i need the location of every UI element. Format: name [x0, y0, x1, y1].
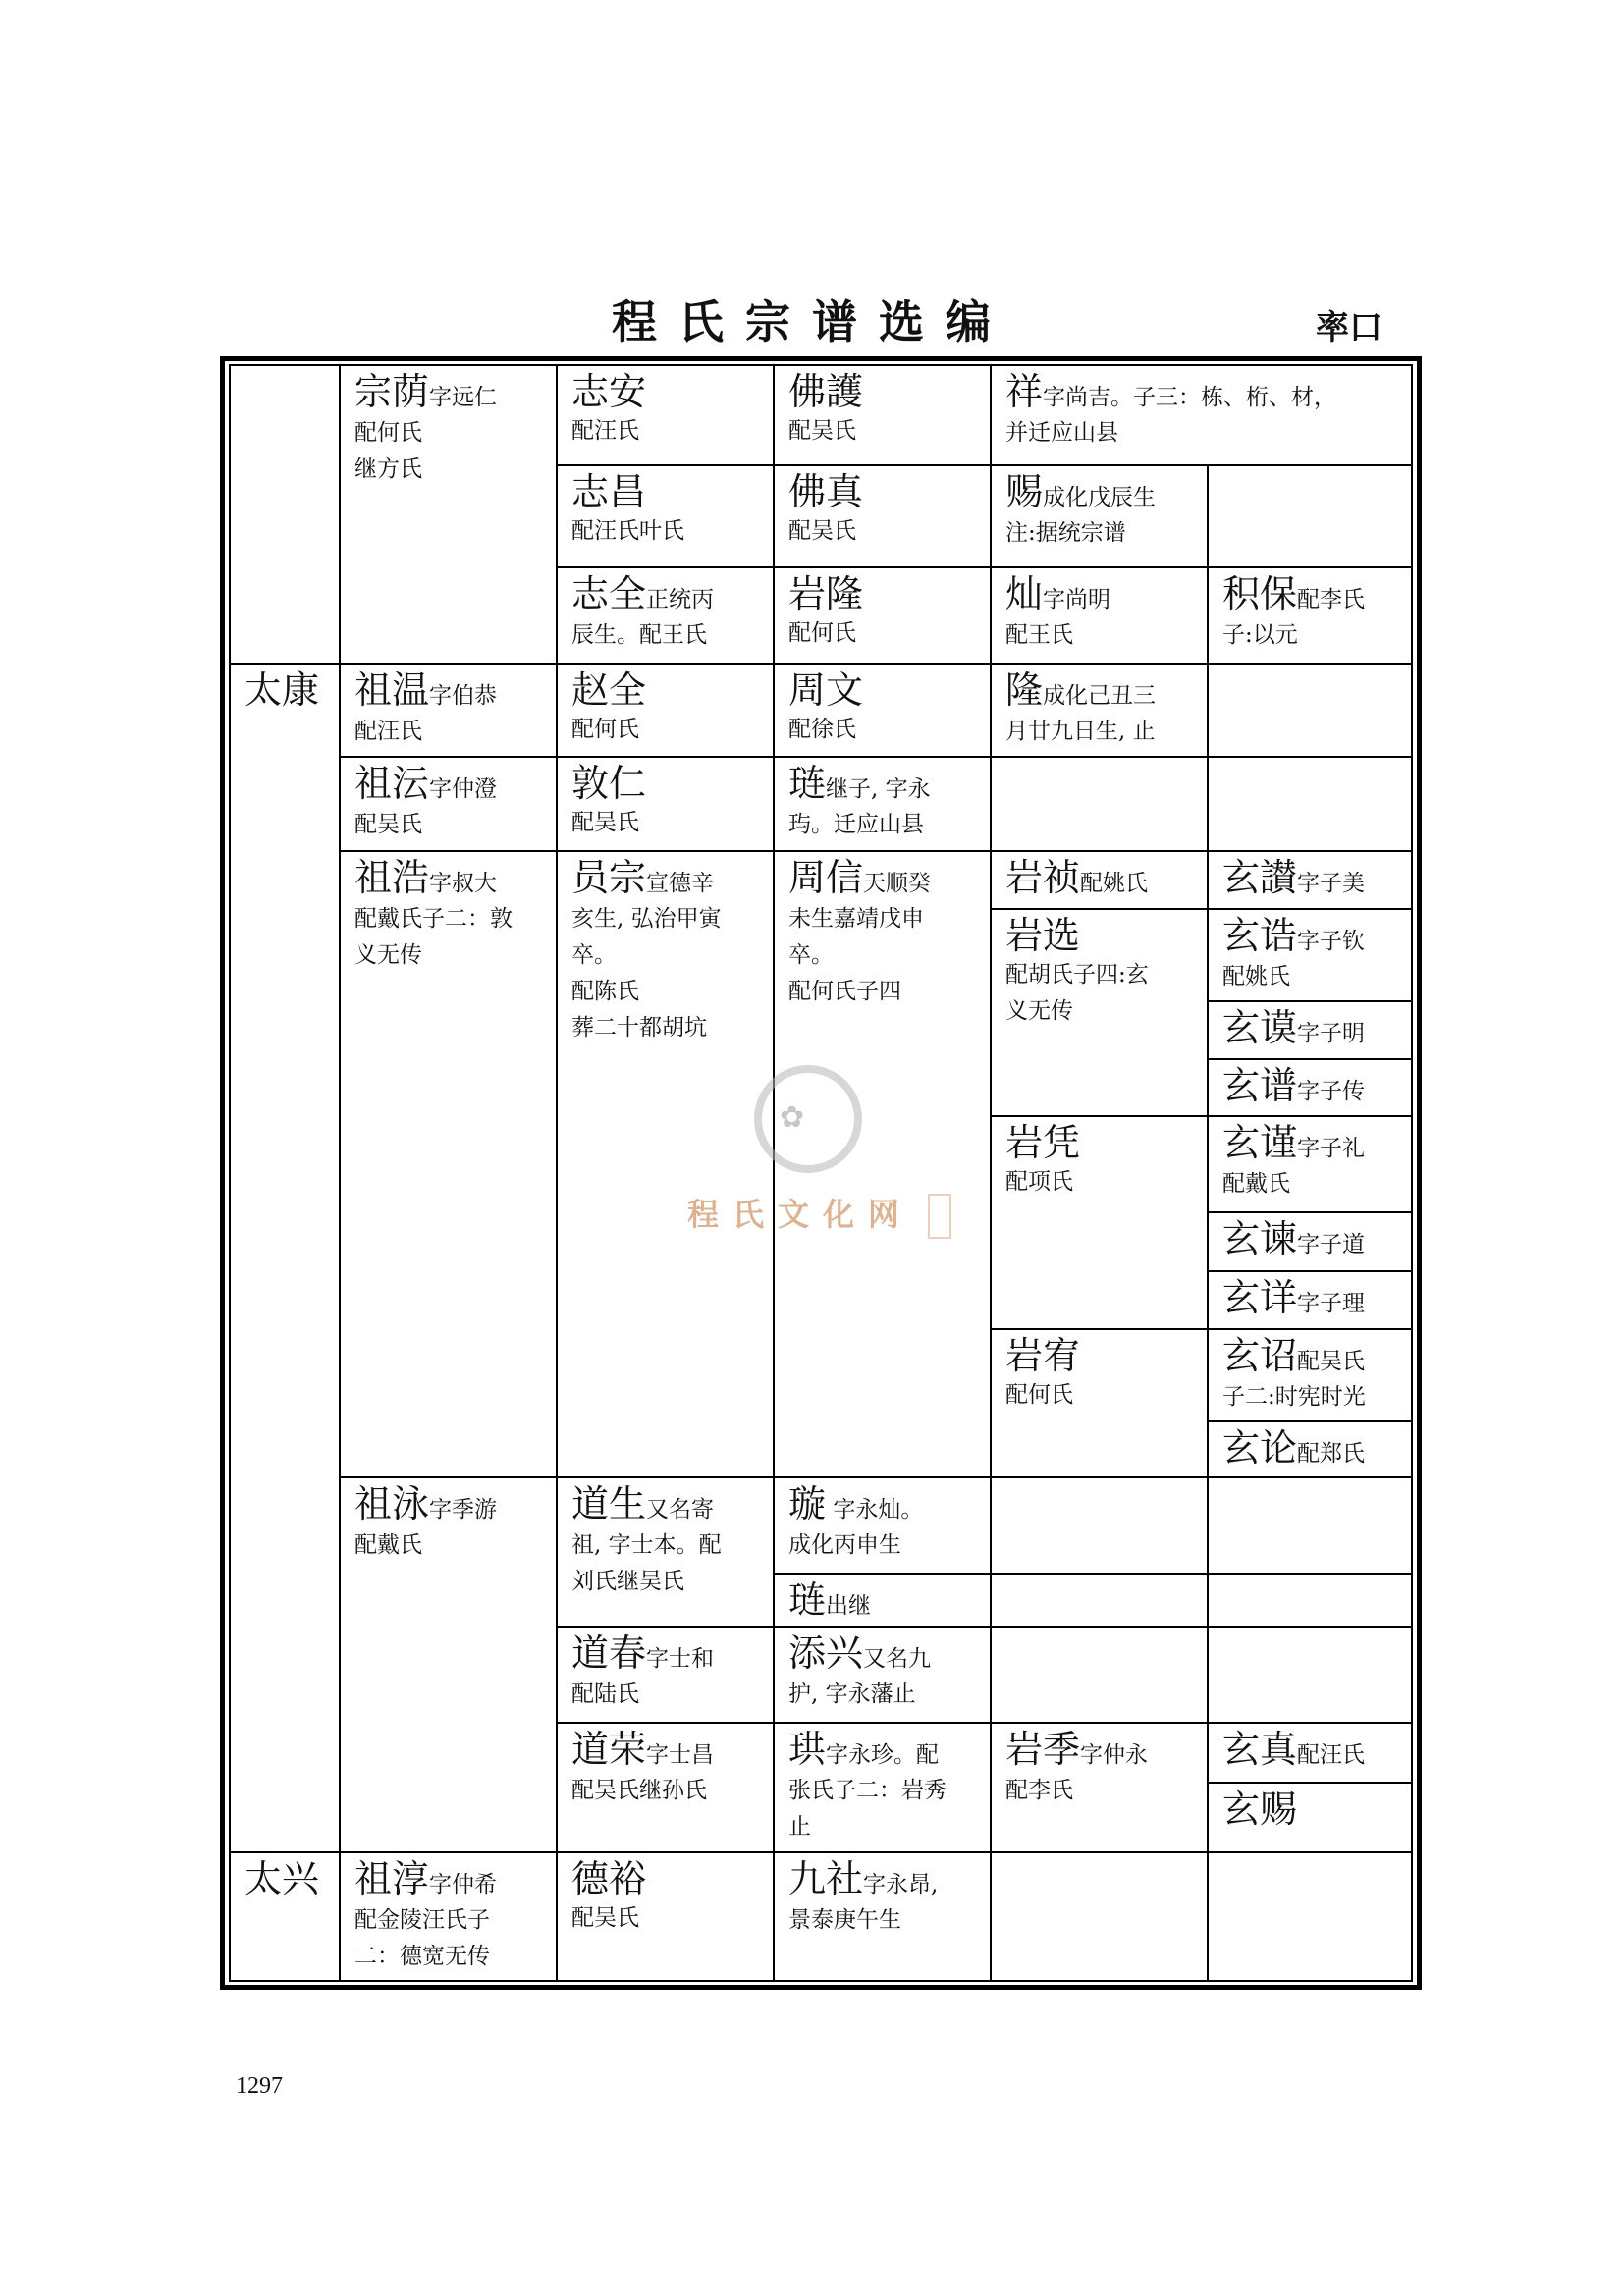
person-detail: 配汪氏 — [571, 418, 639, 444]
person-cell — [990, 364, 1413, 466]
person-name: 灿 — [1005, 572, 1044, 615]
generation-label: 太康 — [244, 668, 320, 712]
person-detail: 配金陵汪氏子 — [354, 1907, 490, 1933]
person-cell — [1207, 1211, 1413, 1272]
person-note: 字永珍。配 — [826, 1742, 940, 1768]
person-detail: 护, 字永藩止 — [788, 1682, 916, 1707]
person-name: 玄讃 — [1222, 856, 1298, 899]
person-cell — [773, 1476, 992, 1575]
watermark-seal: ✿ — [754, 1065, 862, 1173]
person-name: 周文 — [788, 668, 864, 712]
person-detail: 配王氏 — [1005, 622, 1073, 648]
person-note: 配吴氏 — [1297, 1349, 1366, 1374]
person-detail: 配吴氏 — [354, 812, 422, 837]
person-note: 配郑氏 — [1297, 1441, 1366, 1467]
person-name: 隆 — [1005, 668, 1044, 712]
person-name: 玄谏 — [1222, 1217, 1298, 1260]
empty-cell — [1207, 1476, 1413, 1575]
person-note: 字永灿。 — [826, 1497, 924, 1522]
person-cell — [990, 1328, 1209, 1478]
person-detail: 二：德宽无传 — [354, 1944, 490, 1969]
person-detail: 未生嘉靖戊申 — [788, 906, 924, 932]
person-cell — [1207, 1420, 1413, 1478]
person-note: 宣德辛 — [646, 871, 715, 896]
person-detail: 卒。 — [788, 942, 834, 968]
person-note: 又名九 — [863, 1646, 932, 1672]
person-detail: 配陈氏 — [571, 979, 639, 1004]
person-cell — [1207, 1000, 1413, 1060]
person-name: 德裕 — [571, 1857, 647, 1900]
person-name: 祖沄 — [354, 762, 430, 805]
generation-cell — [229, 364, 341, 665]
person-cell — [339, 1476, 558, 1853]
person-note: 继子, 字永 — [826, 776, 931, 802]
person-note: 配汪氏 — [1297, 1742, 1366, 1768]
person-name: 添兴 — [788, 1631, 864, 1675]
person-name: 佛護 — [788, 370, 864, 413]
generation-label: 太兴 — [244, 1857, 320, 1900]
person-cell — [773, 364, 992, 466]
person-cell — [773, 566, 992, 665]
person-cell — [773, 1722, 992, 1853]
person-cell — [1207, 1328, 1413, 1422]
empty-cell — [1207, 1626, 1413, 1724]
person-name: 玄论 — [1222, 1426, 1298, 1469]
person-note: 字仲永 — [1080, 1742, 1149, 1768]
person-note: 字仲希 — [429, 1872, 498, 1897]
person-name: 玄谨 — [1222, 1121, 1298, 1164]
person-cell — [1207, 566, 1413, 665]
person-detail: 葬二十都胡坑 — [571, 1015, 707, 1041]
person-detail: 配吴氏 — [788, 418, 856, 444]
person-detail: 辰生。配王氏 — [571, 622, 707, 648]
person-cell — [773, 756, 992, 852]
person-name: 玄谱 — [1222, 1064, 1298, 1107]
person-name: 敦仁 — [571, 762, 647, 805]
person-name: 玄详 — [1222, 1276, 1298, 1319]
person-detail: 子二:时宪时光 — [1222, 1384, 1366, 1410]
person-cell — [1207, 908, 1413, 1002]
person-detail: 配戴氏子二：敦 — [354, 906, 513, 932]
person-name: 岩季 — [1005, 1728, 1081, 1771]
person-note: 又名寄 — [646, 1497, 715, 1522]
person-detail: 配汪氏叶氏 — [571, 518, 684, 544]
person-note: 配李氏 — [1297, 587, 1366, 613]
person-cell — [556, 464, 775, 568]
person-name: 岩选 — [1005, 914, 1081, 957]
person-detail: 继方氏 — [354, 456, 422, 482]
person-detail: 并迁应山县 — [1005, 420, 1118, 446]
person-name: 周信 — [788, 856, 864, 899]
person-name: 志昌 — [571, 470, 647, 513]
person-name: 道生 — [571, 1482, 647, 1525]
person-detail: 配李氏 — [1005, 1778, 1073, 1803]
empty-cell — [990, 1626, 1209, 1724]
branch-tag: 率口 — [1316, 308, 1382, 347]
person-detail: 配项氏 — [1005, 1169, 1073, 1195]
person-cell — [990, 908, 1209, 1117]
person-name: 宗荫 — [354, 370, 430, 413]
person-note: 字仲澄 — [429, 776, 498, 802]
empty-cell — [990, 1476, 1209, 1575]
person-cell — [773, 1573, 992, 1628]
person-name: 赵全 — [571, 668, 647, 712]
person-detail: 祖, 字士本。配 — [571, 1532, 722, 1558]
person-name: 玄真 — [1222, 1728, 1298, 1771]
person-cell — [556, 1851, 775, 1982]
person-name: 玄诰 — [1222, 914, 1298, 957]
person-cell — [339, 850, 558, 1478]
person-cell — [556, 566, 775, 665]
person-detail: 配吴氏继孙氏 — [571, 1778, 707, 1803]
person-name: 岩隆 — [788, 572, 864, 615]
person-note: 出继 — [826, 1593, 872, 1619]
person-cell — [1207, 1058, 1413, 1117]
person-cell — [1207, 1782, 1413, 1853]
person-name: 祖淳 — [354, 1857, 430, 1900]
person-detail: 配吴氏 — [788, 518, 856, 544]
person-detail: 卒。 — [571, 942, 617, 968]
person-name: 玄谟 — [1222, 1006, 1298, 1049]
person-detail: 配何氏 — [354, 420, 422, 446]
person-detail: 成化丙申生 — [788, 1532, 901, 1558]
person-note: 字子理 — [1297, 1291, 1366, 1316]
person-detail: 配戴氏 — [354, 1532, 422, 1558]
person-name: 积保 — [1222, 572, 1298, 615]
page-number: 1297 — [236, 2073, 283, 2099]
person-detail: 月廿九日生, 止 — [1005, 719, 1156, 744]
person-cell — [556, 1476, 775, 1628]
person-note: 正统丙 — [646, 587, 715, 613]
person-name: 赐 — [1005, 470, 1044, 513]
person-note: 成化己丑三 — [1043, 683, 1157, 709]
person-detail: 配何氏 — [571, 717, 639, 742]
empty-cell — [990, 756, 1209, 852]
page-title: 程氏宗谱选编 — [612, 295, 1012, 348]
person-cell — [556, 850, 775, 1478]
person-name: 珙 — [788, 1728, 827, 1771]
empty-cell — [1207, 1573, 1413, 1628]
person-cell — [990, 663, 1209, 758]
person-cell — [556, 1626, 775, 1724]
person-name: 岩祯 — [1005, 856, 1081, 899]
person-note: 字子钦 — [1297, 929, 1366, 954]
empty-cell — [1207, 1851, 1413, 1982]
person-cell — [990, 464, 1209, 568]
person-detail: 配戴氏 — [1222, 1171, 1290, 1197]
person-detail: 景泰庚午生 — [788, 1907, 901, 1933]
empty-cell — [1207, 756, 1413, 852]
person-detail: 义无传 — [354, 942, 422, 968]
person-note: 字子传 — [1297, 1079, 1366, 1104]
person-name: 玄诏 — [1222, 1334, 1298, 1377]
person-note: 字子道 — [1297, 1232, 1366, 1257]
person-name: 志安 — [571, 370, 647, 413]
person-cell — [990, 1722, 1209, 1853]
person-cell — [773, 1626, 992, 1724]
person-detail: 配吴氏 — [571, 810, 639, 835]
person-detail: 亥生, 弘治甲寅 — [571, 906, 722, 932]
person-cell — [990, 566, 1209, 665]
person-note: 字子明 — [1297, 1021, 1366, 1046]
person-cell — [339, 364, 558, 665]
person-detail: 配汪氏 — [354, 719, 422, 744]
person-detail: 刘氏继吴氏 — [571, 1569, 684, 1594]
person-cell — [1207, 1115, 1413, 1213]
person-cell — [556, 1722, 775, 1853]
person-name: 玄赐 — [1222, 1788, 1298, 1831]
person-cell — [556, 756, 775, 852]
person-detail: 子:以元 — [1222, 622, 1298, 648]
person-cell — [990, 850, 1209, 910]
person-cell — [1207, 1722, 1413, 1784]
watermark-stamp — [928, 1194, 951, 1239]
person-detail: 配何氏 — [788, 620, 856, 646]
person-detail: 配何氏子四 — [788, 979, 901, 1004]
empty-cell — [990, 1851, 1209, 1982]
person-name: 九社 — [788, 1857, 864, 1900]
person-cell — [339, 756, 558, 852]
person-cell — [773, 464, 992, 568]
person-name: 员宗 — [571, 856, 647, 899]
person-name: 佛真 — [788, 470, 864, 513]
person-note: 字尚明 — [1043, 587, 1111, 613]
person-detail: 配徐氏 — [788, 717, 856, 742]
person-note: 字季游 — [429, 1497, 498, 1522]
person-cell — [1207, 850, 1413, 910]
person-name: 琏 — [788, 1578, 827, 1622]
generation-cell — [229, 663, 341, 1853]
person-detail: 配姚氏 — [1222, 964, 1290, 989]
person-detail: 配何氏 — [1005, 1382, 1073, 1408]
person-cell — [773, 663, 992, 758]
person-cell — [556, 364, 775, 466]
person-note: 字永昂, — [863, 1872, 939, 1897]
person-cell — [339, 1851, 558, 1982]
person-note: 字士昌 — [646, 1742, 715, 1768]
person-cell — [773, 1851, 992, 1982]
person-note: 字伯恭 — [429, 683, 498, 709]
person-note: 成化戊辰生 — [1043, 485, 1157, 510]
person-name: 岩凭 — [1005, 1121, 1081, 1164]
person-name: 祖泳 — [354, 1482, 430, 1525]
empty-cell — [1207, 464, 1413, 568]
person-cell — [556, 663, 775, 758]
person-note: 字叔大 — [429, 871, 498, 896]
person-note: 字远仁 — [429, 385, 498, 410]
person-name: 道春 — [571, 1631, 647, 1675]
person-cell — [990, 1115, 1209, 1330]
person-detail: 配胡氏子四:玄 — [1005, 962, 1149, 988]
person-detail: 玙。迁应山县 — [788, 812, 924, 837]
person-name: 祖浩 — [354, 856, 430, 899]
person-name: 祥 — [1005, 370, 1044, 413]
person-detail: 止 — [788, 1814, 811, 1840]
person-cell — [1207, 1270, 1413, 1330]
person-cell — [339, 663, 558, 758]
person-note: 字士和 — [646, 1646, 715, 1672]
person-note: 字子礼 — [1297, 1136, 1366, 1161]
person-detail: 义无传 — [1005, 998, 1073, 1024]
person-name: 岩宥 — [1005, 1334, 1081, 1377]
person-name: 琏 — [788, 762, 827, 805]
empty-cell — [990, 1573, 1209, 1628]
person-name: 志全 — [571, 572, 647, 615]
person-name: 道荣 — [571, 1728, 647, 1771]
watermark-text: 程氏文化网 — [687, 1196, 914, 1233]
person-name: 璇 — [788, 1482, 827, 1525]
person-note: 字子美 — [1297, 871, 1366, 896]
person-detail: 注:据统宗谱 — [1005, 520, 1126, 546]
empty-cell — [1207, 663, 1413, 758]
person-detail: 配陆氏 — [571, 1682, 639, 1707]
person-name: 祖温 — [354, 668, 430, 712]
person-note: 字尚吉。子三：栋、桁、材， — [1043, 385, 1337, 410]
generation-cell — [229, 1851, 341, 1982]
person-detail: 张氏子二：岩秀 — [788, 1778, 947, 1803]
person-note: 天顺癸 — [863, 871, 932, 896]
person-note: 配姚氏 — [1080, 871, 1149, 896]
person-detail: 配吴氏 — [571, 1905, 639, 1931]
